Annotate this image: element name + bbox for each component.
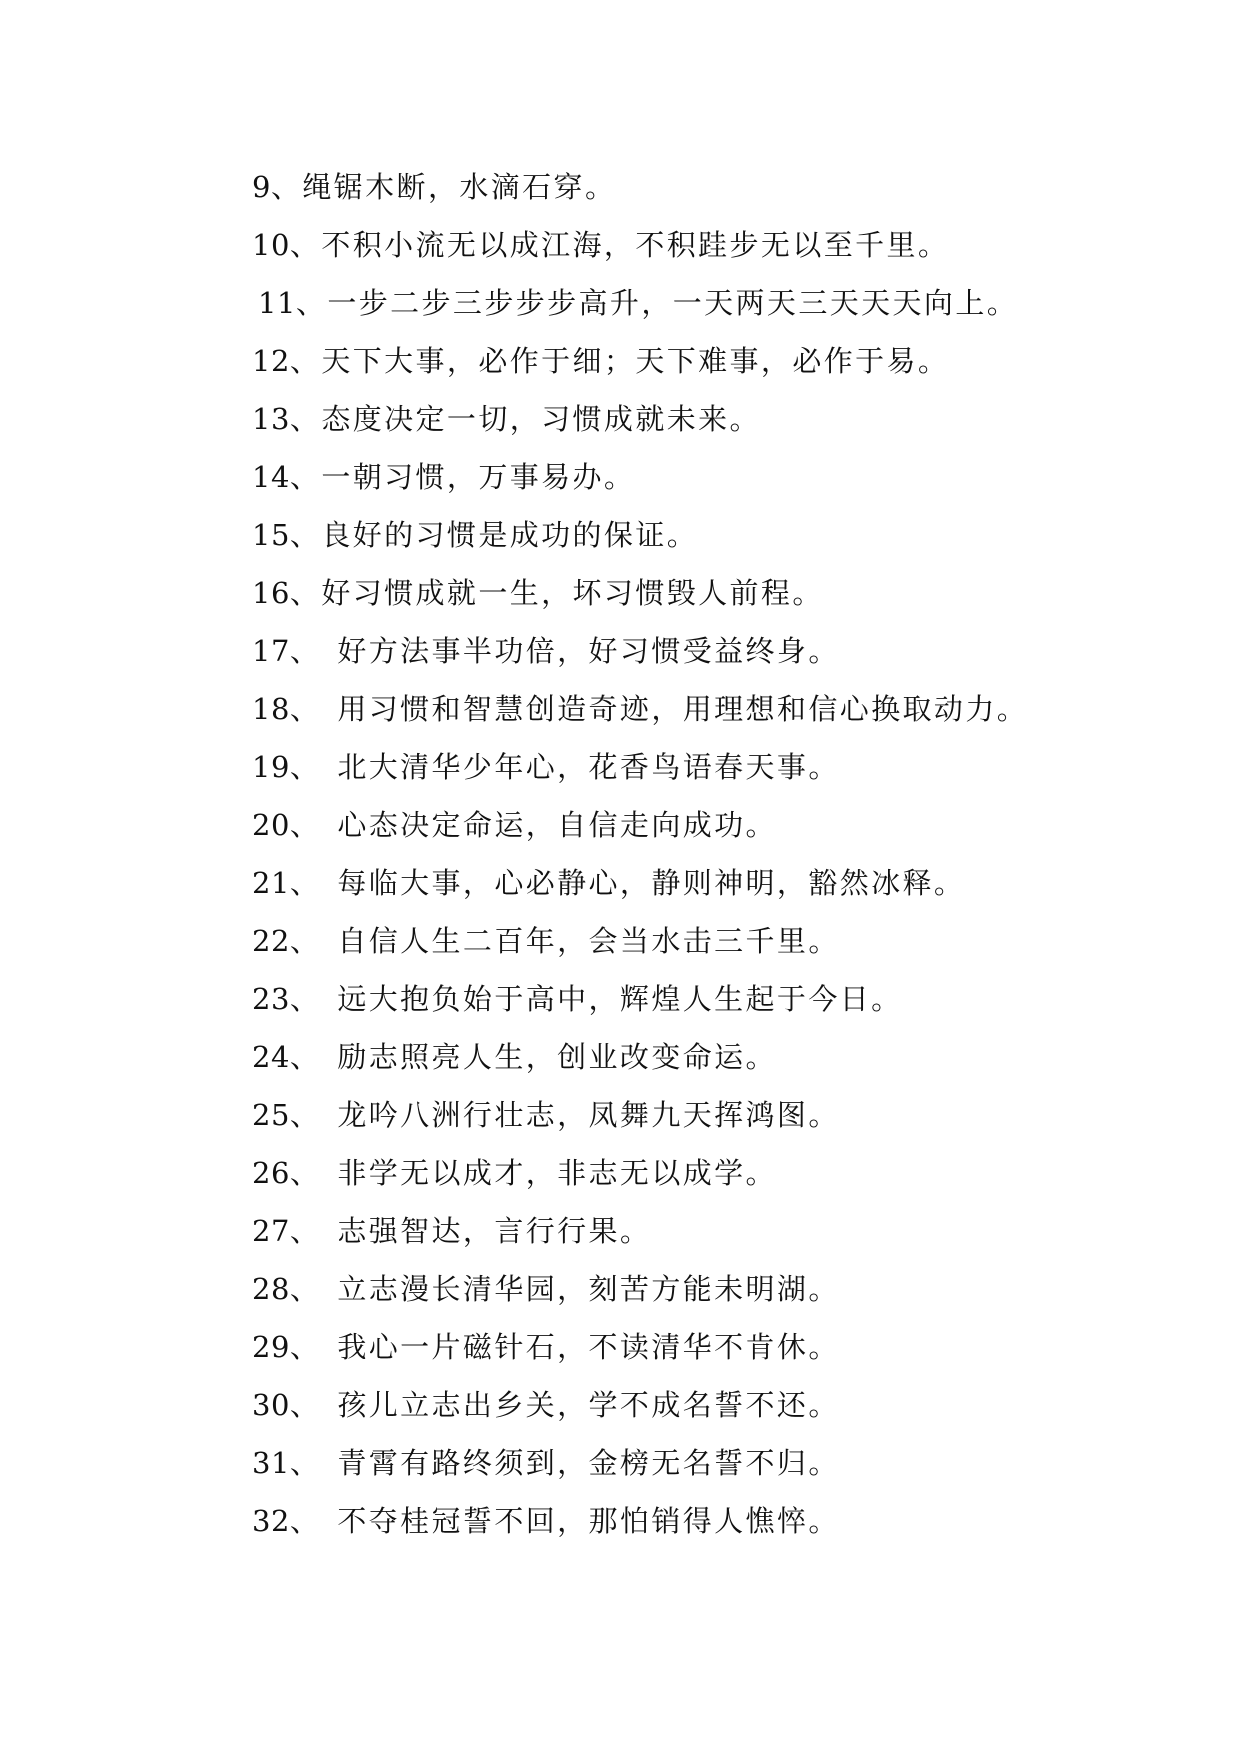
item-number: 29 [252, 1330, 290, 1364]
item-number: 28 [252, 1272, 290, 1306]
item-text: 用习惯和智慧创造奇迹，用理想和信心换取动力。 [337, 692, 1029, 726]
motto-list [252, 158, 1028, 1550]
list-item [252, 1318, 1028, 1376]
list-item [252, 506, 1028, 564]
item-number: 11 [258, 286, 296, 320]
item-separator: 、 [289, 1330, 322, 1364]
item-number: 23 [252, 982, 290, 1016]
list-item [252, 158, 1028, 216]
item-separator: 、 [289, 1388, 322, 1422]
item-text: 每临大事，心必静心，静则神明，豁然冰释。 [337, 866, 966, 900]
item-text: 孩儿立志出乡关，学不成名誓不还。 [337, 1388, 840, 1422]
item-number: 31 [252, 1446, 290, 1480]
item-text: 绳锯木断，水滴石穿。 [302, 170, 617, 204]
list-item [252, 390, 1028, 448]
list-item [252, 1434, 1028, 1492]
list-item [252, 332, 1028, 390]
item-number: 22 [252, 924, 290, 958]
item-text: 良好的习惯是成功的保证。 [321, 518, 699, 552]
item-text: 不积小流无以成江海，不积跬步无以至千里。 [321, 228, 950, 262]
item-separator: 、 [289, 924, 322, 958]
item-separator: 、 [289, 1504, 322, 1538]
list-item [252, 1376, 1028, 1434]
list-item [252, 738, 1028, 796]
item-separator: 、 [289, 1272, 322, 1306]
item-separator: 、 [289, 982, 322, 1016]
item-text: 态度决定一切，习惯成就未来。 [321, 402, 761, 436]
item-text: 我心一片磁针石，不读清华不肯休。 [337, 1330, 840, 1364]
item-separator: 、 [289, 460, 322, 494]
item-separator: 、 [289, 634, 322, 668]
item-number: 21 [252, 866, 290, 900]
list-item [252, 1202, 1028, 1260]
item-number: 32 [252, 1504, 290, 1538]
item-text: 好习惯成就一生，坏习惯毁人前程。 [321, 576, 824, 610]
item-number: 17 [252, 634, 290, 668]
list-item [258, 274, 1028, 332]
item-text: 一朝习惯，万事易办。 [321, 460, 636, 494]
item-text: 龙吟八洲行壮志，凤舞九天挥鸿图。 [337, 1098, 840, 1132]
item-separator: 、 [270, 170, 303, 204]
item-separator: 、 [289, 1214, 322, 1248]
item-text: 天下大事，必作于细；天下难事，必作于易。 [321, 344, 950, 378]
item-number: 25 [252, 1098, 290, 1132]
list-item [252, 448, 1028, 506]
item-text: 好方法事半功倍，好习惯受益终身。 [337, 634, 840, 668]
list-item [252, 1260, 1028, 1318]
item-separator: 、 [289, 228, 322, 262]
list-item [252, 622, 1028, 680]
list-item [252, 216, 1028, 274]
item-text: 北大清华少年心，花香鸟语春天事。 [337, 750, 840, 784]
item-text: 立志漫长清华园，刻苦方能未明湖。 [337, 1272, 840, 1306]
item-separator: 、 [289, 808, 322, 842]
item-text: 青霄有路终须到，金榜无名誓不归。 [337, 1446, 840, 1480]
list-item [252, 912, 1028, 970]
item-number: 15 [252, 518, 290, 552]
item-number: 24 [252, 1040, 290, 1074]
item-separator: 、 [289, 866, 322, 900]
item-number: 16 [252, 576, 290, 610]
item-separator: 、 [289, 1098, 322, 1132]
list-item [252, 1144, 1028, 1202]
item-separator: 、 [289, 576, 322, 610]
item-number: 10 [252, 228, 290, 262]
item-separator: 、 [289, 1446, 322, 1480]
item-number: 26 [252, 1156, 290, 1190]
item-number: 18 [252, 692, 290, 726]
list-item [252, 970, 1028, 1028]
item-separator: 、 [289, 402, 322, 436]
item-number: 9 [252, 170, 271, 204]
item-separator: 、 [295, 286, 328, 320]
item-number: 27 [252, 1214, 290, 1248]
list-item [252, 796, 1028, 854]
item-text: 不夺桂冠誓不回，那怕销得人憔悴。 [337, 1504, 840, 1538]
item-separator: 、 [289, 1040, 322, 1074]
item-separator: 、 [289, 518, 322, 552]
item-separator: 、 [289, 692, 322, 726]
item-separator: 、 [289, 1156, 322, 1190]
list-item [252, 680, 1028, 738]
item-text: 非学无以成才，非志无以成学。 [337, 1156, 777, 1190]
list-item [252, 564, 1028, 622]
item-number: 14 [252, 460, 290, 494]
item-separator: 、 [289, 750, 322, 784]
item-separator: 、 [289, 344, 322, 378]
item-text: 志强智达，言行行果。 [337, 1214, 652, 1248]
item-text: 自信人生二百年，会当水击三千里。 [337, 924, 840, 958]
item-number: 20 [252, 808, 290, 842]
item-text: 远大抱负始于高中，辉煌人生起于今日。 [337, 982, 903, 1016]
item-number: 12 [252, 344, 290, 378]
item-text: 一步二步三步步步高升，一天两天三天天天向上。 [327, 286, 1019, 320]
item-number: 30 [252, 1388, 290, 1422]
list-item [252, 1492, 1028, 1550]
item-text: 励志照亮人生，创业改变命运。 [337, 1040, 777, 1074]
list-item [252, 1028, 1028, 1086]
item-number: 13 [252, 402, 290, 436]
item-text: 心态决定命运，自信走向成功。 [337, 808, 777, 842]
list-item [252, 854, 1028, 912]
list-item [252, 1086, 1028, 1144]
item-number: 19 [252, 750, 290, 784]
